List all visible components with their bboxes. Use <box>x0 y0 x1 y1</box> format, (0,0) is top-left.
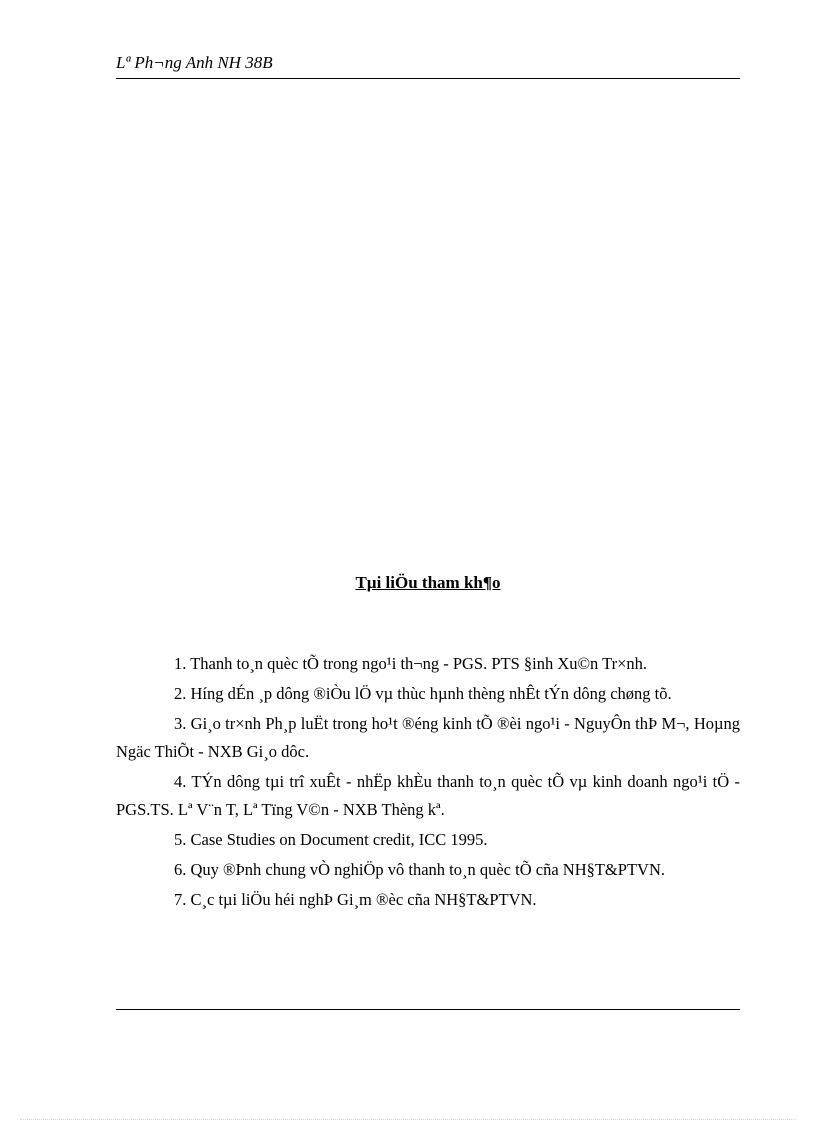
references-title: Tµi liÖu tham kh¶o <box>355 573 501 592</box>
reference-item-7: 7. C¸c tµi liÖu héi nghÞ Gi¸m ®èc cña NH§T&PTVN. <box>174 890 537 909</box>
reference-item-2: 2. Híng dÉn ¸p dông ®iÒu lÖ vµ thùc hµnh thèng nhÊt tÝn dông chøng tõ. <box>174 684 672 703</box>
header-divider <box>116 78 740 79</box>
reference-item-6: 6. Quy ®Þnh chung vÒ nghiÖp vô thanh to¸n quèc tÕ cña NH§T&PTVN. <box>174 860 665 879</box>
header-author-text: Lª Ph¬ng Anh NH 38B <box>116 53 273 72</box>
page-bottom-dotted-edge <box>20 1119 796 1120</box>
footer-divider <box>116 1009 740 1010</box>
reference-item-1: 1. Thanh to¸n quèc tÕ trong ngo¹i th¬ng - PGS. PTS §inh Xu©n Tr×nh. <box>174 654 648 673</box>
reference-item-4: 4. TÝn dông tµi trî xuÊt - nhËp khÈu thanh to¸n quèc tÕ vµ kinh doanh ngo¹i tÖ - PGS.TS. Lª V¨n T, Lª Tïng V©n - NXB Thèng kª. <box>116 772 740 819</box>
reference-item-3: 3. Gi¸o tr×nh Ph¸p luËt trong ho¹t ®éng kinh tÕ ®èi ngo¹i - NguyÔn thÞ M¬, Hoµng Ngäc ThiÕt - NXB Gi¸o dôc. <box>116 714 740 761</box>
reference-item-5: 5. Case Studies on Document credit, ICC 1995. <box>174 830 488 849</box>
reference-list <box>116 650 740 916</box>
